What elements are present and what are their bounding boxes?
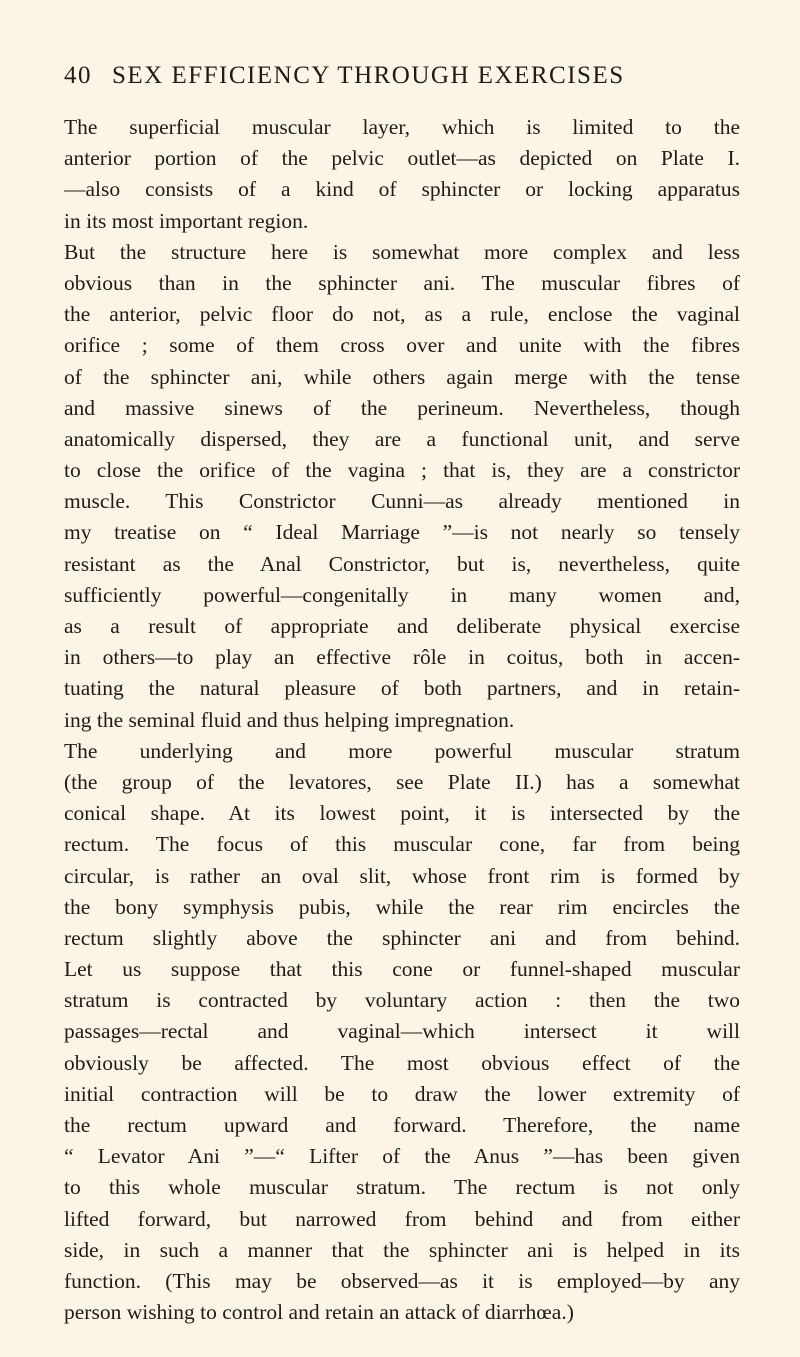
text-line: function. (This may be observed—as it is employed—by any: [64, 1268, 740, 1293]
text-line: —also consists of a kind of sphincter or locking apparatus: [64, 177, 740, 202]
page-number: 40: [64, 62, 92, 89]
text-line: tuating the natural pleasure of both partners, and in retain-: [64, 676, 740, 701]
text-line: and massive sinews of the perineum. Nevertheless, though: [64, 395, 740, 420]
text-line: “ Levator Ani ”—“ Lifter of the Anus ”—has been given: [64, 1144, 740, 1169]
text-line: the bony symphysis pubis, while the rear rim encircles the: [64, 894, 740, 919]
text-line: ing the seminal fluid and thus helping impregnation.: [64, 707, 515, 732]
text-line: in its most important region.: [64, 208, 309, 233]
text-line: the anterior, pelvic floor do not, as a rule, enclose the vaginal: [64, 302, 740, 327]
text-line: rectum. The focus of this muscular cone, far from being: [64, 832, 740, 857]
text-line: side, in such a manner that the sphincter ani is helped in its: [64, 1237, 740, 1262]
text-line: in others—to play an effective rôle in coitus, both in accen-: [64, 645, 740, 670]
text-line: rectum slightly above the sphincter ani and from behind.: [64, 925, 740, 950]
text-line: to this whole muscular stratum. The rectum is not only: [64, 1175, 740, 1200]
text-line: Let us suppose that this cone or funnel-shaped muscular: [64, 957, 740, 982]
text-line: as a result of appropriate and deliberate physical exercise: [64, 614, 740, 638]
text-line: to close the orifice of the vagina ; that is, they are a constrictor: [64, 458, 740, 483]
text-line: person wishing to control and retain an attack of diarrhœa.): [64, 1300, 574, 1325]
running-header: [64, 60, 760, 92]
text-line: passages—rectal and vaginal—which intersect it will: [64, 1019, 740, 1044]
text-line: stratum is contracted by voluntary action : then the two: [64, 988, 740, 1013]
text-line: muscle. This Constrictor Cunni—as already mentioned in: [64, 489, 740, 514]
text-line: of the sphincter ani, while others again merge with the tense: [64, 364, 740, 389]
text-line: the rectum upward and forward. Therefore, the name: [64, 1113, 740, 1137]
text-line: anatomically dispersed, they are a functional unit, and serve: [64, 426, 740, 451]
text-line: initial contraction will be to draw the lower extremity of: [64, 1081, 740, 1106]
text-line: obvious than in the sphincter ani. The muscular fibres of: [64, 270, 740, 295]
running-title: SEX EFFICIENCY THROUGH EXERCISES: [112, 62, 625, 89]
body-text: [64, 112, 740, 1328]
text-line: The superficial muscular layer, which is limited to the: [64, 115, 740, 139]
text-line: obviously be affected. The most obvious effect of the: [64, 1050, 740, 1075]
text-line: (the group of the levatores, see Plate II.) has a somewhat: [64, 769, 740, 794]
text-line: anterior portion of the pelvic outlet—as depicted on Plate I.: [64, 146, 740, 171]
text-line: But the structure here is somewhat more complex and less: [64, 239, 740, 264]
text-line: orifice ; some of them cross over and unite with the fibres: [64, 333, 740, 358]
text-line: resistant as the Anal Constrictor, but is, nevertheless, quite: [64, 551, 740, 576]
text-line: circular, is rather an oval slit, whose front rim is formed by: [64, 863, 740, 888]
text-line: lifted forward, but narrowed from behind and from either: [64, 1206, 740, 1231]
text-line: The underlying and more powerful muscular stratum: [64, 738, 740, 763]
text-line: conical shape. At its lowest point, it is intersected by the: [64, 801, 740, 826]
text-line: sufficiently powerful—congenitally in many women and,: [64, 582, 740, 607]
text-line: my treatise on “ Ideal Marriage ”—is not nearly so tensely: [64, 520, 740, 545]
